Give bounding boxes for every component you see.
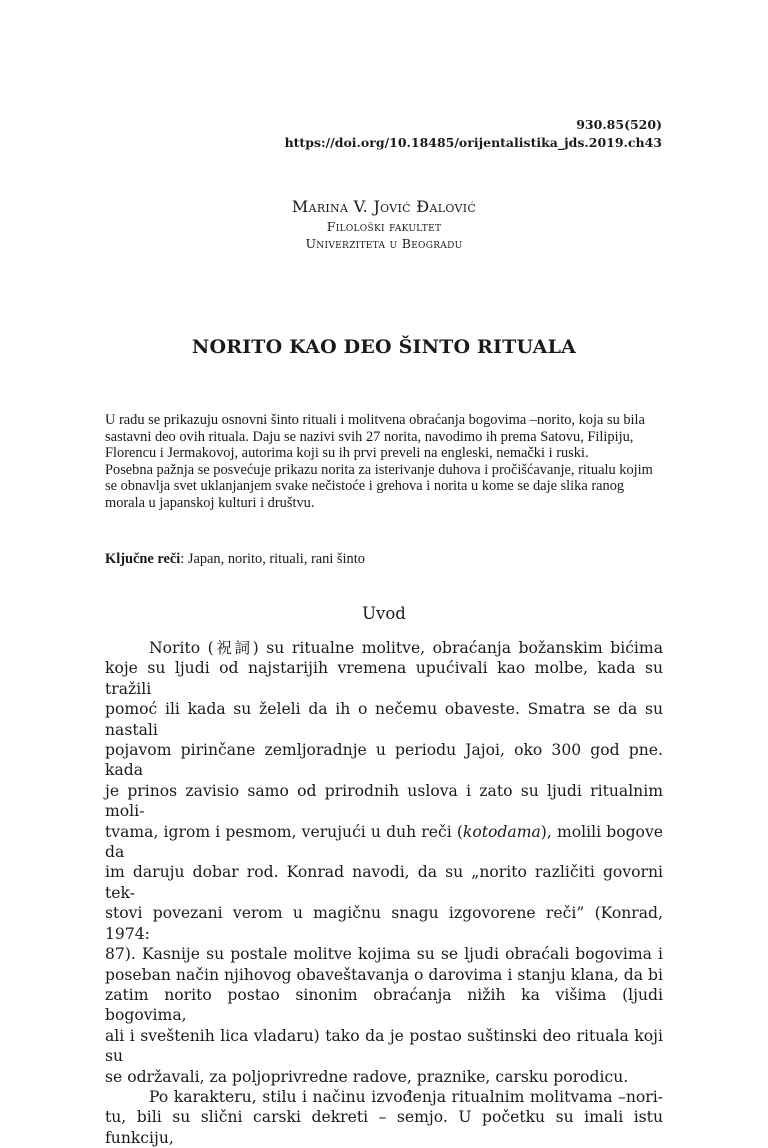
keywords-values: : Japan, norito, rituali, rani šinto [180, 551, 365, 567]
affiliation-university: Univerziteta u Beogradu [305, 236, 463, 251]
abstract [105, 412, 663, 512]
keywords [105, 551, 663, 568]
article-title: NORITO KAO DEO ŠINTO RITUALA [191, 336, 577, 358]
abstract-paragraph-2: Posebna pažnja se posvećuje prikazu norita za isterivanje duhova i pročišćavanje, ritualu kojim se obnavlja svet uklanjanjem svake nečistoće i grehova i norita u kome se daje slika ranog morala u japanskoj kulturi i društvu. [105, 461, 653, 511]
body-text [105, 638, 663, 1148]
body-line: 87). Kasnije su postale molitve kojima su se ljudi obraćali bogovima i [105, 945, 663, 964]
body-line: tu, bili su slični carski dekreti – semjo. U početku su imali istu funkciju, [105, 1108, 663, 1147]
body-line: Norito (祝詞) su ritualne molitve, obraćanja božanskim bićima [149, 639, 663, 657]
body-line: stovi povezani verom u magičnu snagu izgovorene reči” (Konrad, 1974: [105, 904, 663, 943]
body-line: im daruju dobar rod. Konrad navodi, da su „norito različiti govorni tek- [105, 863, 663, 902]
author-name: Marina V. Jović Đalović [291, 197, 477, 216]
body-line-part: ), molili bogove da [105, 822, 663, 862]
body-line: pojavom pirinčane zemljoradnje u periodu Jajoi, oko 300 god pne. kada [105, 741, 663, 780]
affiliation-faculty: Filološki fakultet [326, 219, 442, 234]
doi-link[interactable]: https://doi.org/10.18485/orijentalistika_jds.2019.ch43 [284, 135, 662, 150]
body-line: zatim norito postao sinonim obraćanja nižih ka višima (ljudi bogovima, [105, 985, 663, 1025]
keywords-label: Ključne reči [105, 551, 181, 567]
body-line: se održavali, za poljoprivredne radove, praznike, carsku porodicu. [105, 1067, 629, 1086]
body-line: Po karakteru, stilu i načinu izvođenja ritualnim molitvama –nori- [149, 1087, 663, 1106]
italic-term: kotodama [462, 822, 541, 841]
body-line: koje su ljudi od najstarijih vremena upućivali kao molbe, kada su tražili [105, 659, 663, 698]
author-block [0, 196, 768, 252]
abstract-paragraph-1: U radu se prikazuju osnovni šinto rituali i molitvena obraćanja bogovima –norito, koja su bila sastavni deo ovih rituala. Daju se nazivi svih 27 norita, navodimo ih prema Satovu, Filipiju, Florencu i Jermakovoj, autorima koji su ih prvi preveli na engleski, nemački i ruski. [105, 412, 645, 462]
body-line-part: tvama, igrom i pesmom, verujući u duh reči ( [105, 822, 463, 841]
document-meta [285, 116, 662, 152]
body-line-with-italic [105, 822, 663, 863]
body-line: je prinos zavisio samo od prirodnih uslova i zato su ljudi ritualnim moli- [105, 781, 663, 821]
section-title: Uvod [362, 604, 406, 623]
body-line: pomoć ili kada su želeli da ih o nečemu obaveste. Smatra se da su nastali [105, 700, 663, 739]
body-line: poseban način njihovog obaveštavanja o darovima i stanju klana, da bi [105, 965, 663, 984]
udc-code: 930.85(520) [576, 117, 662, 132]
body-line: ali i sveštenih lica vladaru) tako da je postao suštinski deo rituala koji su [105, 1026, 663, 1066]
